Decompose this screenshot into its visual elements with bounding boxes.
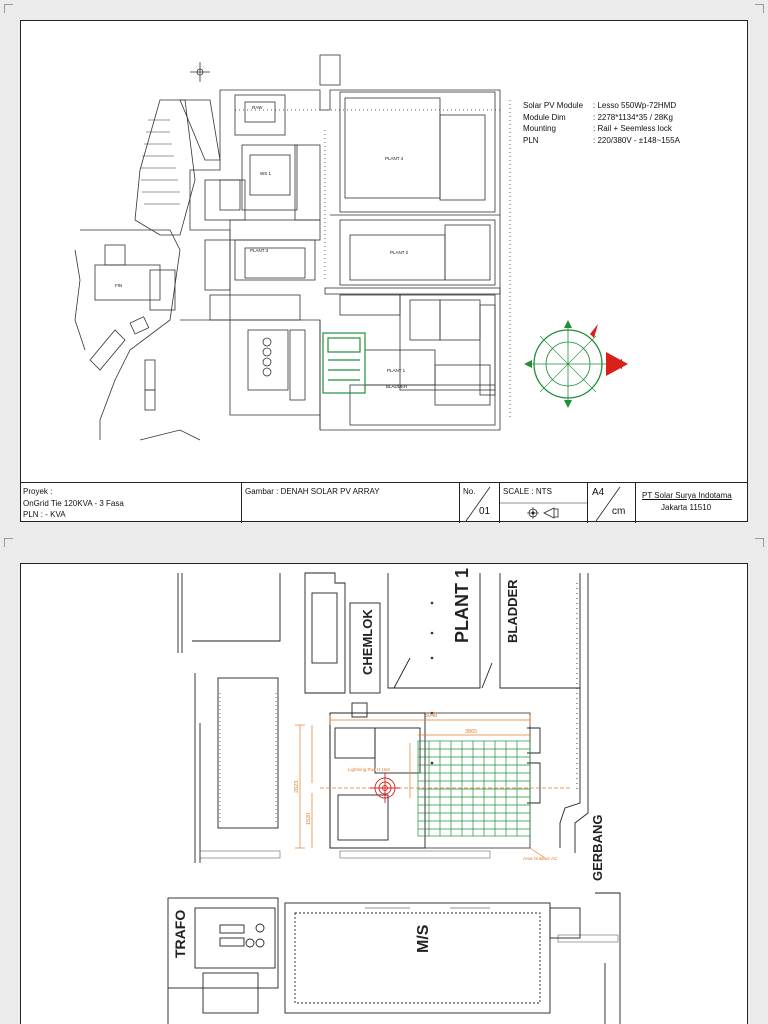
projection-symbol-icon <box>500 483 588 523</box>
spec-value: : Lesso 550Wp-72HMD <box>593 101 677 110</box>
company-city: Jakarta 11510 <box>661 503 712 512</box>
spec-key: Mounting <box>523 124 556 133</box>
detail-plan-drawing <box>20 563 748 1024</box>
diagonal-line <box>588 483 636 523</box>
spec-row <box>523 135 680 147</box>
paper-size: A4 <box>592 487 605 498</box>
label-plant1: PLANT 1 <box>452 567 472 643</box>
label-raw: RAW <box>252 105 263 110</box>
no-value: 01 <box>479 506 491 517</box>
label-chemlok: CHEMLOK <box>360 609 375 675</box>
proyek-line2: PLN : - KVA <box>23 510 66 519</box>
crop-mark <box>4 538 13 547</box>
pv-panel-grid <box>418 741 530 836</box>
proyek-cell <box>20 483 241 523</box>
label-bladder: BLADDER <box>386 384 408 389</box>
crop-mark <box>755 538 764 547</box>
label-ms: M/S <box>415 924 432 953</box>
spec-value: : 2278*1134*35 / 28Kg <box>593 112 673 122</box>
dim-small: 1520 <box>306 812 312 825</box>
dim-left: 2823 <box>294 780 300 793</box>
crop-mark <box>4 4 13 13</box>
dim-top: 5048 <box>425 713 438 719</box>
scale-cell <box>499 483 587 523</box>
spec-row <box>523 123 680 135</box>
spec-key: Module Dim <box>523 112 566 122</box>
scale-text: SCALE : NTS <box>503 487 552 496</box>
spec-value: : Rail + Seemless lock <box>593 124 672 133</box>
diagonal-line <box>460 483 500 523</box>
compass-icon <box>524 320 628 408</box>
north-arrow-icon <box>190 62 210 82</box>
dim-top2: 3865 <box>465 729 478 735</box>
proyek-label: Proyek : <box>23 487 53 496</box>
no-cell <box>459 483 499 523</box>
label-plant1: PLANT 1 <box>387 368 406 373</box>
label-trafo: TRAFO <box>172 909 188 958</box>
spec-value: : 220/380V - ±148~155A <box>593 135 680 145</box>
proyek-line1: OnGrid Tie 120KVA - 3 Fasa <box>23 499 124 508</box>
lightning-label: Lightning Rod H 15m <box>348 767 391 772</box>
spec-row <box>523 112 680 124</box>
gambar-cell <box>241 483 459 523</box>
label-gerbang: GERBANG <box>590 814 605 881</box>
gambar-title: Gambar : DENAH SOLAR PV ARRAY <box>245 487 380 496</box>
label-ws1: WS 1 <box>260 171 272 176</box>
label-plant4: PLANT 4 <box>385 156 404 161</box>
company-cell <box>635 483 748 523</box>
label-plant2: PLANT 2 <box>390 250 409 255</box>
paper-cell <box>587 483 635 523</box>
site-plan-drawing <box>20 20 748 482</box>
spec-key: Solar PV Module <box>523 101 584 110</box>
module-spec <box>523 100 680 146</box>
company-name: PT Solar Surya Indotama <box>642 491 732 500</box>
lightning-rod-icon <box>370 773 400 803</box>
spec-key: PLN <box>523 135 539 145</box>
spec-row <box>523 100 680 112</box>
no-label: No. <box>463 487 476 496</box>
area-label: Area Outdoor AC <box>523 856 558 861</box>
title-block <box>20 482 748 523</box>
unit-label: cm <box>612 506 626 517</box>
label-plant3: PLANT 3 <box>250 248 269 253</box>
crop-mark <box>755 4 764 13</box>
pv-array-outline <box>323 333 365 393</box>
label-fin: FIN <box>115 283 123 288</box>
label-bladder: BLADDER <box>505 579 520 643</box>
